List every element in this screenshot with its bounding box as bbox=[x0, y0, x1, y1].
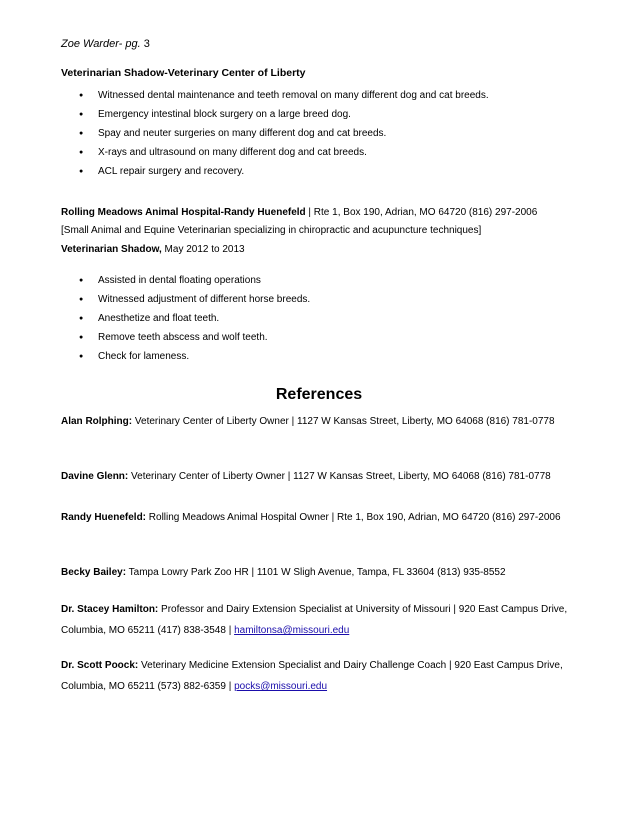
reference-name: Becky Bailey: bbox=[61, 567, 127, 578]
list-item: ● Witnessed adjustment of different horse breeds. bbox=[61, 290, 581, 309]
reference-name: Davine Glenn: bbox=[61, 471, 129, 482]
reference-item bbox=[61, 599, 581, 641]
rmah-list bbox=[61, 271, 581, 366]
header-name: Zoe Warder- pg. bbox=[61, 38, 141, 50]
reference-text: Veterinary Center of Liberty Owner | 1127 W Kansas Street, Liberty, MO 64068 (816) 781-0778 bbox=[132, 416, 555, 427]
references-title: References bbox=[275, 386, 363, 403]
list-item: ● Spay and neuter surgeries on many different dog and cat breeds. bbox=[61, 124, 581, 143]
list-item: ● Witnessed dental maintenance and teeth removal on many different dog and cat breeds. bbox=[61, 86, 581, 105]
email-link[interactable]: pocks@missouri.edu bbox=[234, 681, 328, 692]
header-page-number: 3 bbox=[143, 38, 150, 50]
reference-item bbox=[61, 507, 581, 528]
reference-item bbox=[61, 411, 581, 432]
vcl-list bbox=[61, 86, 581, 181]
reference-name: Dr. Stacey Hamilton: bbox=[61, 604, 159, 615]
list-item: ● ACL repair surgery and recovery. bbox=[61, 162, 581, 181]
reference-text: Veterinary Center of Liberty Owner | 1127 W Kansas Street, Liberty, MO 64068 (816) 781-0778 bbox=[128, 471, 551, 482]
page-header bbox=[61, 38, 150, 50]
reference-text: Rolling Meadows Animal Hospital Owner | Rte 1, Box 190, Adrian, MO 64720 (816) 297-2006 bbox=[146, 512, 561, 523]
reference-item bbox=[61, 466, 581, 487]
list-item: ● Emergency intestinal block surgery on a large breed dog. bbox=[61, 105, 581, 124]
reference-name: Randy Huenefeld: bbox=[61, 512, 147, 523]
list-item: ● Assisted in dental floating operations bbox=[61, 271, 581, 290]
list-item: ● Remove teeth abscess and wolf teeth. bbox=[61, 328, 581, 347]
rmah-role-line bbox=[61, 244, 245, 255]
reference-text: Veterinary Medicine Extension Specialist and Dairy Challenge Coach | 920 East Campus Drive, Columbia, MO 65211 (573) 882-6359 | bbox=[61, 660, 563, 692]
reference-name: Alan Rolphing: bbox=[61, 416, 133, 427]
list-item: ● Anesthetize and float teeth. bbox=[61, 309, 581, 328]
rmah-title: Rolling Meadows Animal Hospital-Randy Huenefeld bbox=[61, 207, 306, 218]
reference-item bbox=[61, 562, 581, 583]
reference-text: Tampa Lowry Park Zoo HR | 1101 W Sligh Avenue, Tampa, FL 33604 (813) 935-8552 bbox=[126, 567, 506, 578]
rmah-note: [Small Animal and Equine Veterinarian specializing in chiropractic and acupuncture techniques] bbox=[61, 225, 482, 236]
rmah-dates: May 2012 to 2013 bbox=[161, 244, 245, 255]
list-item: ● Check for lameness. bbox=[61, 347, 581, 366]
reference-name: Dr. Scott Poock: bbox=[61, 660, 139, 671]
rmah-heading bbox=[61, 207, 537, 218]
reference-item bbox=[61, 655, 581, 697]
list-item: ● X-rays and ultrasound on many different dog and cat breeds. bbox=[61, 143, 581, 162]
rmah-address: | Rte 1, Box 190, Adrian, MO 64720 (816) 297-2006 bbox=[305, 207, 538, 218]
email-link[interactable]: hamiltonsa@missouri.edu bbox=[234, 625, 350, 636]
reference-text: Professor and Dairy Extension Specialist at University of Missouri | 920 East Campus Drive, Columbia, MO 65211 (417) 838-3548 | bbox=[61, 604, 568, 636]
vcl-title: Veterinarian Shadow-Veterinary Center of Liberty bbox=[61, 67, 306, 79]
rmah-role: Veterinarian Shadow, bbox=[61, 244, 162, 255]
